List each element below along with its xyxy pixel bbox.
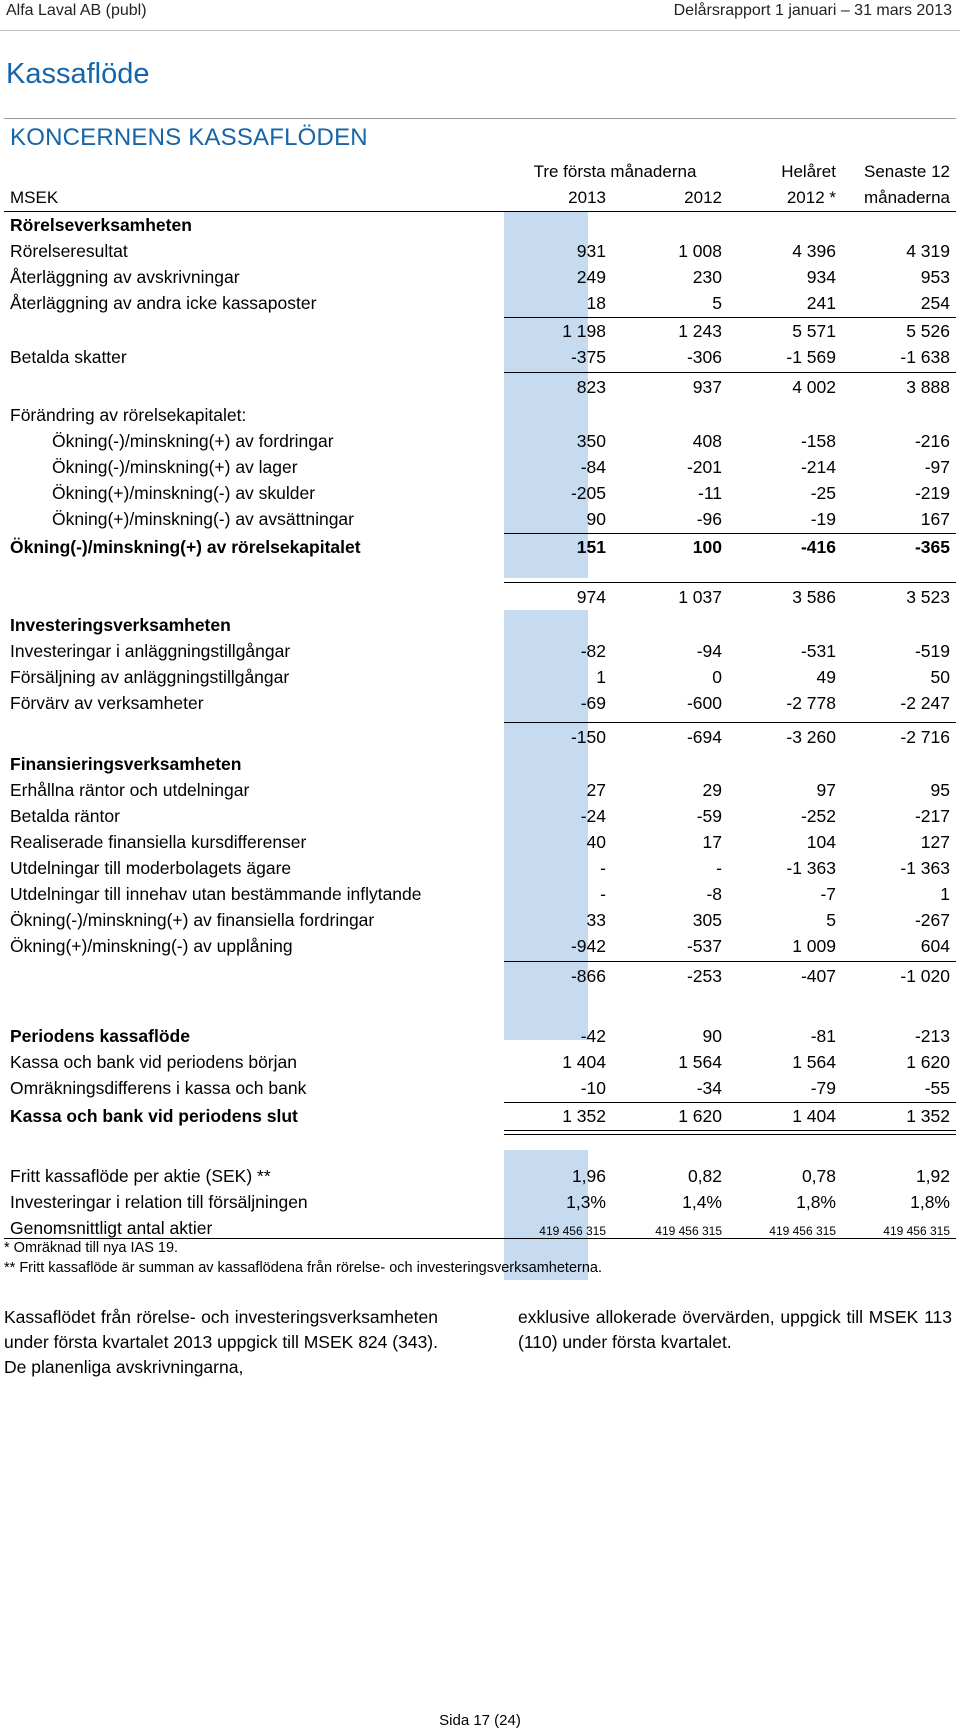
body-text-left: Kassaflödet från rörelse- och investeringsverksamheten under första kvartalet 2013 uppgick till MSEK 824 (343). De planenliga avskrivningarna, bbox=[4, 1307, 438, 1377]
table-row bbox=[0, 806, 960, 832]
table-row bbox=[0, 377, 960, 403]
cell-value: - bbox=[600, 858, 606, 878]
cell-value: -42 bbox=[580, 1026, 606, 1046]
table-row bbox=[0, 1052, 960, 1078]
cell-value: 350 bbox=[576, 431, 606, 451]
cell-value: -537 bbox=[686, 936, 722, 956]
subtotal-rule bbox=[504, 317, 956, 318]
cell-value: -216 bbox=[914, 431, 950, 451]
row-label: Återläggning av andra icke kassaposter bbox=[10, 293, 317, 313]
cell-value: 254 bbox=[920, 293, 950, 313]
section-rule bbox=[4, 118, 956, 119]
cell-value: 127 bbox=[920, 832, 950, 852]
cell-value: 1 009 bbox=[792, 936, 836, 956]
cell-value: 49 bbox=[816, 667, 836, 687]
cell-value: 1 564 bbox=[678, 1052, 722, 1072]
cell-value: 230 bbox=[692, 267, 722, 287]
cell-value: 90 bbox=[702, 1026, 722, 1046]
table-row bbox=[0, 832, 960, 858]
table-row bbox=[0, 858, 960, 884]
cell-value: 167 bbox=[920, 509, 950, 529]
cell-value: -694 bbox=[686, 727, 722, 747]
header-divider bbox=[0, 30, 960, 31]
row-label: Förvärv av verksamheter bbox=[10, 693, 204, 713]
cell-value: 5 bbox=[826, 910, 836, 930]
year-header: Helåret bbox=[781, 162, 836, 181]
cell-value: - bbox=[716, 858, 722, 878]
cell-value: -416 bbox=[800, 537, 836, 557]
cell-value: 419 456 315 bbox=[883, 1224, 950, 1238]
row-label: Utdelningar till moderbolagets ägare bbox=[10, 858, 292, 878]
cell-value: 1,8% bbox=[910, 1192, 950, 1212]
table-title: KONCERNENS KASSAFLÖDEN bbox=[10, 124, 368, 151]
row-label: Omräkningsdifferens i kassa och bank bbox=[10, 1078, 307, 1098]
row-label: Rörelseresultat bbox=[10, 241, 128, 261]
page-number: Sida 17 (24) bbox=[439, 1712, 521, 1729]
cell-value: -8 bbox=[706, 884, 722, 904]
cell-value: -1 569 bbox=[786, 347, 836, 367]
cell-value: - bbox=[600, 884, 606, 904]
row-label: Betalda skatter bbox=[10, 347, 127, 367]
table-row bbox=[0, 1026, 960, 1052]
cell-value: -10 bbox=[580, 1078, 606, 1098]
table-row bbox=[0, 321, 960, 347]
cell-value: -79 bbox=[810, 1078, 836, 1098]
row-label: Återläggning av avskrivningar bbox=[10, 267, 240, 287]
row-label: Ökning(-)/minskning(+) av finansiella fordringar bbox=[10, 910, 375, 930]
table-row bbox=[0, 431, 960, 457]
table-row bbox=[0, 347, 960, 373]
cell-value: 937 bbox=[692, 377, 722, 397]
cell-value: -81 bbox=[810, 1026, 836, 1046]
cell-value: -1 020 bbox=[900, 966, 950, 986]
last12-header: Senaste 12 bbox=[863, 162, 950, 181]
cell-value: -34 bbox=[696, 1078, 722, 1098]
currency-header: MSEK bbox=[10, 188, 59, 207]
table-row bbox=[0, 1166, 960, 1192]
row-label: Ökning(+)/minskning(-) av upplåning bbox=[10, 936, 293, 956]
cell-value: -1 363 bbox=[786, 858, 836, 878]
cell-value: 3 586 bbox=[792, 587, 836, 607]
table-row bbox=[0, 966, 960, 992]
row-label: Erhållna räntor och utdelningar bbox=[10, 780, 250, 800]
cell-value: -2 778 bbox=[786, 693, 836, 713]
table-row bbox=[0, 884, 960, 910]
cell-value: -3 260 bbox=[786, 727, 836, 747]
cell-value: 934 bbox=[806, 267, 836, 287]
cell-value: 4 319 bbox=[906, 241, 950, 261]
cell-value: 18 bbox=[586, 293, 606, 313]
table-row bbox=[0, 241, 960, 267]
row-label: Kassa och bank vid periodens slut bbox=[10, 1106, 298, 1126]
cell-value: -158 bbox=[800, 431, 836, 451]
row-label: Ökning(-)/minskning(+) av fordringar bbox=[52, 431, 334, 451]
table-row bbox=[0, 509, 960, 535]
cell-value: 953 bbox=[920, 267, 950, 287]
subtotal-rule bbox=[504, 582, 956, 583]
cell-value: -94 bbox=[696, 641, 722, 661]
cell-value: 419 456 315 bbox=[539, 1224, 606, 1238]
cell-value: 27 bbox=[586, 780, 606, 800]
cell-value: 33 bbox=[586, 910, 606, 930]
subtotal-rule bbox=[504, 533, 956, 534]
total-double-rule bbox=[504, 1130, 956, 1135]
cell-value: 1 bbox=[596, 667, 606, 687]
cell-value: 50 bbox=[930, 667, 950, 687]
cell-value: -253 bbox=[686, 966, 722, 986]
table-row bbox=[0, 405, 960, 431]
table-row bbox=[0, 1078, 960, 1104]
cell-value: 97 bbox=[816, 780, 836, 800]
cell-value: -375 bbox=[570, 347, 606, 367]
cell-value: -519 bbox=[914, 641, 950, 661]
table-row bbox=[0, 910, 960, 936]
cell-value: -306 bbox=[686, 347, 722, 367]
table-row bbox=[0, 780, 960, 806]
cell-value: -2 247 bbox=[900, 693, 950, 713]
cell-value: 249 bbox=[576, 267, 606, 287]
footnote-restated: * Omräknad till nya IAS 19. bbox=[4, 1240, 179, 1256]
row-label: Ökning(+)/minskning(-) av skulder bbox=[52, 483, 316, 503]
cell-value: -942 bbox=[570, 936, 606, 956]
cell-value: -205 bbox=[570, 483, 606, 503]
cell-value: 90 bbox=[586, 509, 606, 529]
cell-value: 1 404 bbox=[792, 1106, 836, 1126]
cell-value: 823 bbox=[576, 377, 606, 397]
cell-value: -84 bbox=[580, 457, 606, 477]
cell-value: -55 bbox=[924, 1078, 950, 1098]
cell-value: -59 bbox=[696, 806, 722, 826]
table-row bbox=[0, 293, 960, 319]
cell-value: -214 bbox=[800, 457, 836, 477]
table-row bbox=[0, 267, 960, 293]
cell-value: -866 bbox=[570, 966, 606, 986]
cell-value: 1 404 bbox=[562, 1052, 606, 1072]
subtotal-rule bbox=[504, 1102, 956, 1103]
cell-value: -217 bbox=[914, 806, 950, 826]
cell-value: 1 352 bbox=[562, 1106, 606, 1126]
cell-value: 4 002 bbox=[792, 377, 836, 397]
cell-value: 419 456 315 bbox=[769, 1224, 836, 1238]
row-label: Periodens kassaflöde bbox=[10, 1026, 190, 1046]
cell-value: -1 638 bbox=[900, 347, 950, 367]
table-row bbox=[0, 667, 960, 693]
cell-value: 104 bbox=[806, 832, 836, 852]
table-row bbox=[0, 754, 960, 780]
row-label: Betalda räntor bbox=[10, 806, 120, 826]
row-label: Ökning(-)/minskning(+) av lager bbox=[52, 457, 298, 477]
table-row bbox=[0, 215, 960, 241]
cell-value: 95 bbox=[930, 780, 950, 800]
row-label: Försäljning av anläggningstillgångar bbox=[10, 667, 290, 687]
subtotal-rule bbox=[504, 372, 956, 373]
row-label: Finansieringsverksamheten bbox=[10, 754, 242, 774]
cell-value: 1 564 bbox=[792, 1052, 836, 1072]
cell-value: 974 bbox=[576, 587, 606, 607]
cell-value: -24 bbox=[580, 806, 606, 826]
table-bottom-rule bbox=[4, 1238, 956, 1239]
table-row bbox=[0, 641, 960, 667]
company-name: Alfa Laval AB (publ) bbox=[6, 2, 147, 19]
col-2013-header: 2013 bbox=[568, 188, 606, 207]
subtotal-rule bbox=[504, 722, 956, 723]
col-2012-header: 2012 bbox=[684, 188, 722, 207]
row-label: Investeringsverksamheten bbox=[10, 615, 231, 635]
cell-value: -531 bbox=[800, 641, 836, 661]
cell-value: -2 716 bbox=[900, 727, 950, 747]
cell-value: -1 363 bbox=[900, 858, 950, 878]
subtotal-rule bbox=[504, 961, 956, 962]
table-row bbox=[0, 936, 960, 962]
cell-value: -252 bbox=[800, 806, 836, 826]
row-label: Fritt kassaflöde per aktie (SEK) ** bbox=[10, 1166, 271, 1186]
cell-value: 604 bbox=[920, 936, 950, 956]
group-header: Tre första månaderna bbox=[533, 162, 697, 181]
row-label: Ökning(+)/minskning(-) av avsättningar bbox=[52, 509, 354, 529]
table-row bbox=[0, 1192, 960, 1218]
cell-value: 151 bbox=[576, 537, 606, 557]
cell-value: 1,8% bbox=[796, 1192, 836, 1212]
cell-value: 305 bbox=[692, 910, 722, 930]
table-row bbox=[0, 693, 960, 719]
table-row bbox=[0, 457, 960, 483]
table-row bbox=[0, 1106, 960, 1132]
cell-value: 1,92 bbox=[915, 1166, 950, 1186]
col-year-header: 2012 * bbox=[786, 188, 836, 207]
row-label: Ökning(-)/minskning(+) av rörelsekapitalet bbox=[10, 537, 361, 557]
cell-value: -25 bbox=[810, 483, 836, 503]
report-title: Delårsrapport 1 januari – 31 mars 2013 bbox=[673, 2, 952, 19]
cell-value: 0 bbox=[712, 667, 722, 687]
cell-value: 241 bbox=[806, 293, 836, 313]
cell-value: 1 bbox=[940, 884, 950, 904]
cell-value: 3 888 bbox=[906, 377, 950, 397]
section-title: Kassaflöde bbox=[6, 58, 150, 90]
row-label: Genomsnittligt antal aktier bbox=[10, 1218, 213, 1238]
cell-value: 40 bbox=[586, 832, 606, 852]
row-label: Investeringar i relation till försäljningen bbox=[10, 1192, 308, 1212]
table-row bbox=[0, 587, 960, 613]
cell-value: 1,96 bbox=[571, 1166, 606, 1186]
cell-value: -365 bbox=[914, 537, 950, 557]
cell-value: -96 bbox=[696, 509, 722, 529]
cell-value: 1,4% bbox=[682, 1192, 722, 1212]
cell-value: 0,78 bbox=[801, 1166, 836, 1186]
col-last12-header: månaderna bbox=[863, 188, 950, 207]
cell-value: 1 037 bbox=[678, 587, 722, 607]
cell-value: 1 620 bbox=[906, 1052, 950, 1072]
row-label: Utdelningar till innehav utan bestämmande inflytande bbox=[10, 884, 422, 904]
cell-value: 1 243 bbox=[678, 321, 722, 341]
cell-value: 29 bbox=[702, 780, 722, 800]
cell-value: 100 bbox=[692, 537, 722, 557]
cell-value: -600 bbox=[686, 693, 722, 713]
cell-value: -97 bbox=[924, 457, 950, 477]
cell-value: 1 008 bbox=[678, 241, 722, 261]
cell-value: -150 bbox=[570, 727, 606, 747]
table-row bbox=[0, 727, 960, 753]
cell-value: 1,3% bbox=[566, 1192, 606, 1212]
body-text-right: exklusive allokerade övervärden, uppgick till MSEK 113 (110) under första kvartalet. bbox=[518, 1307, 952, 1352]
cell-value: -7 bbox=[820, 884, 836, 904]
table-row bbox=[0, 615, 960, 641]
row-label: Förändring av rörelsekapitalet: bbox=[10, 405, 247, 425]
cell-value: -82 bbox=[580, 641, 606, 661]
cell-value: 1 352 bbox=[906, 1106, 950, 1126]
cell-value: 5 bbox=[712, 293, 722, 313]
cell-value: 0,82 bbox=[687, 1166, 722, 1186]
cell-value: -407 bbox=[800, 966, 836, 986]
cell-value: 5 526 bbox=[906, 321, 950, 341]
cell-value: 17 bbox=[702, 832, 722, 852]
cell-value: -267 bbox=[914, 910, 950, 930]
cell-value: 3 523 bbox=[906, 587, 950, 607]
cell-value: -201 bbox=[686, 457, 722, 477]
table-row bbox=[0, 537, 960, 563]
cell-value: 4 396 bbox=[792, 241, 836, 261]
row-label: Realiserade finansiella kursdifferenser bbox=[10, 832, 307, 852]
cell-value: 1 198 bbox=[562, 321, 606, 341]
table-row bbox=[0, 483, 960, 509]
cell-value: 931 bbox=[576, 241, 606, 261]
footnote-free-cash-flow: ** Fritt kassaflöde är summan av kassaflödena från rörelse- och investeringsverksamheterna. bbox=[4, 1260, 602, 1276]
cell-value: -19 bbox=[810, 509, 836, 529]
cell-value: -213 bbox=[914, 1026, 950, 1046]
row-label: Investeringar i anläggningstillgångar bbox=[10, 641, 291, 661]
cell-value: 1 620 bbox=[678, 1106, 722, 1126]
cell-value: -69 bbox=[580, 693, 606, 713]
row-label: Kassa och bank vid periodens början bbox=[10, 1052, 297, 1072]
row-label: Rörelseverksamheten bbox=[10, 215, 192, 235]
cell-value: -219 bbox=[914, 483, 950, 503]
cell-value: -11 bbox=[698, 483, 722, 503]
header-rule bbox=[4, 211, 956, 212]
cell-value: 419 456 315 bbox=[655, 1224, 722, 1238]
cell-value: 408 bbox=[692, 431, 722, 451]
cell-value: 5 571 bbox=[792, 321, 836, 341]
